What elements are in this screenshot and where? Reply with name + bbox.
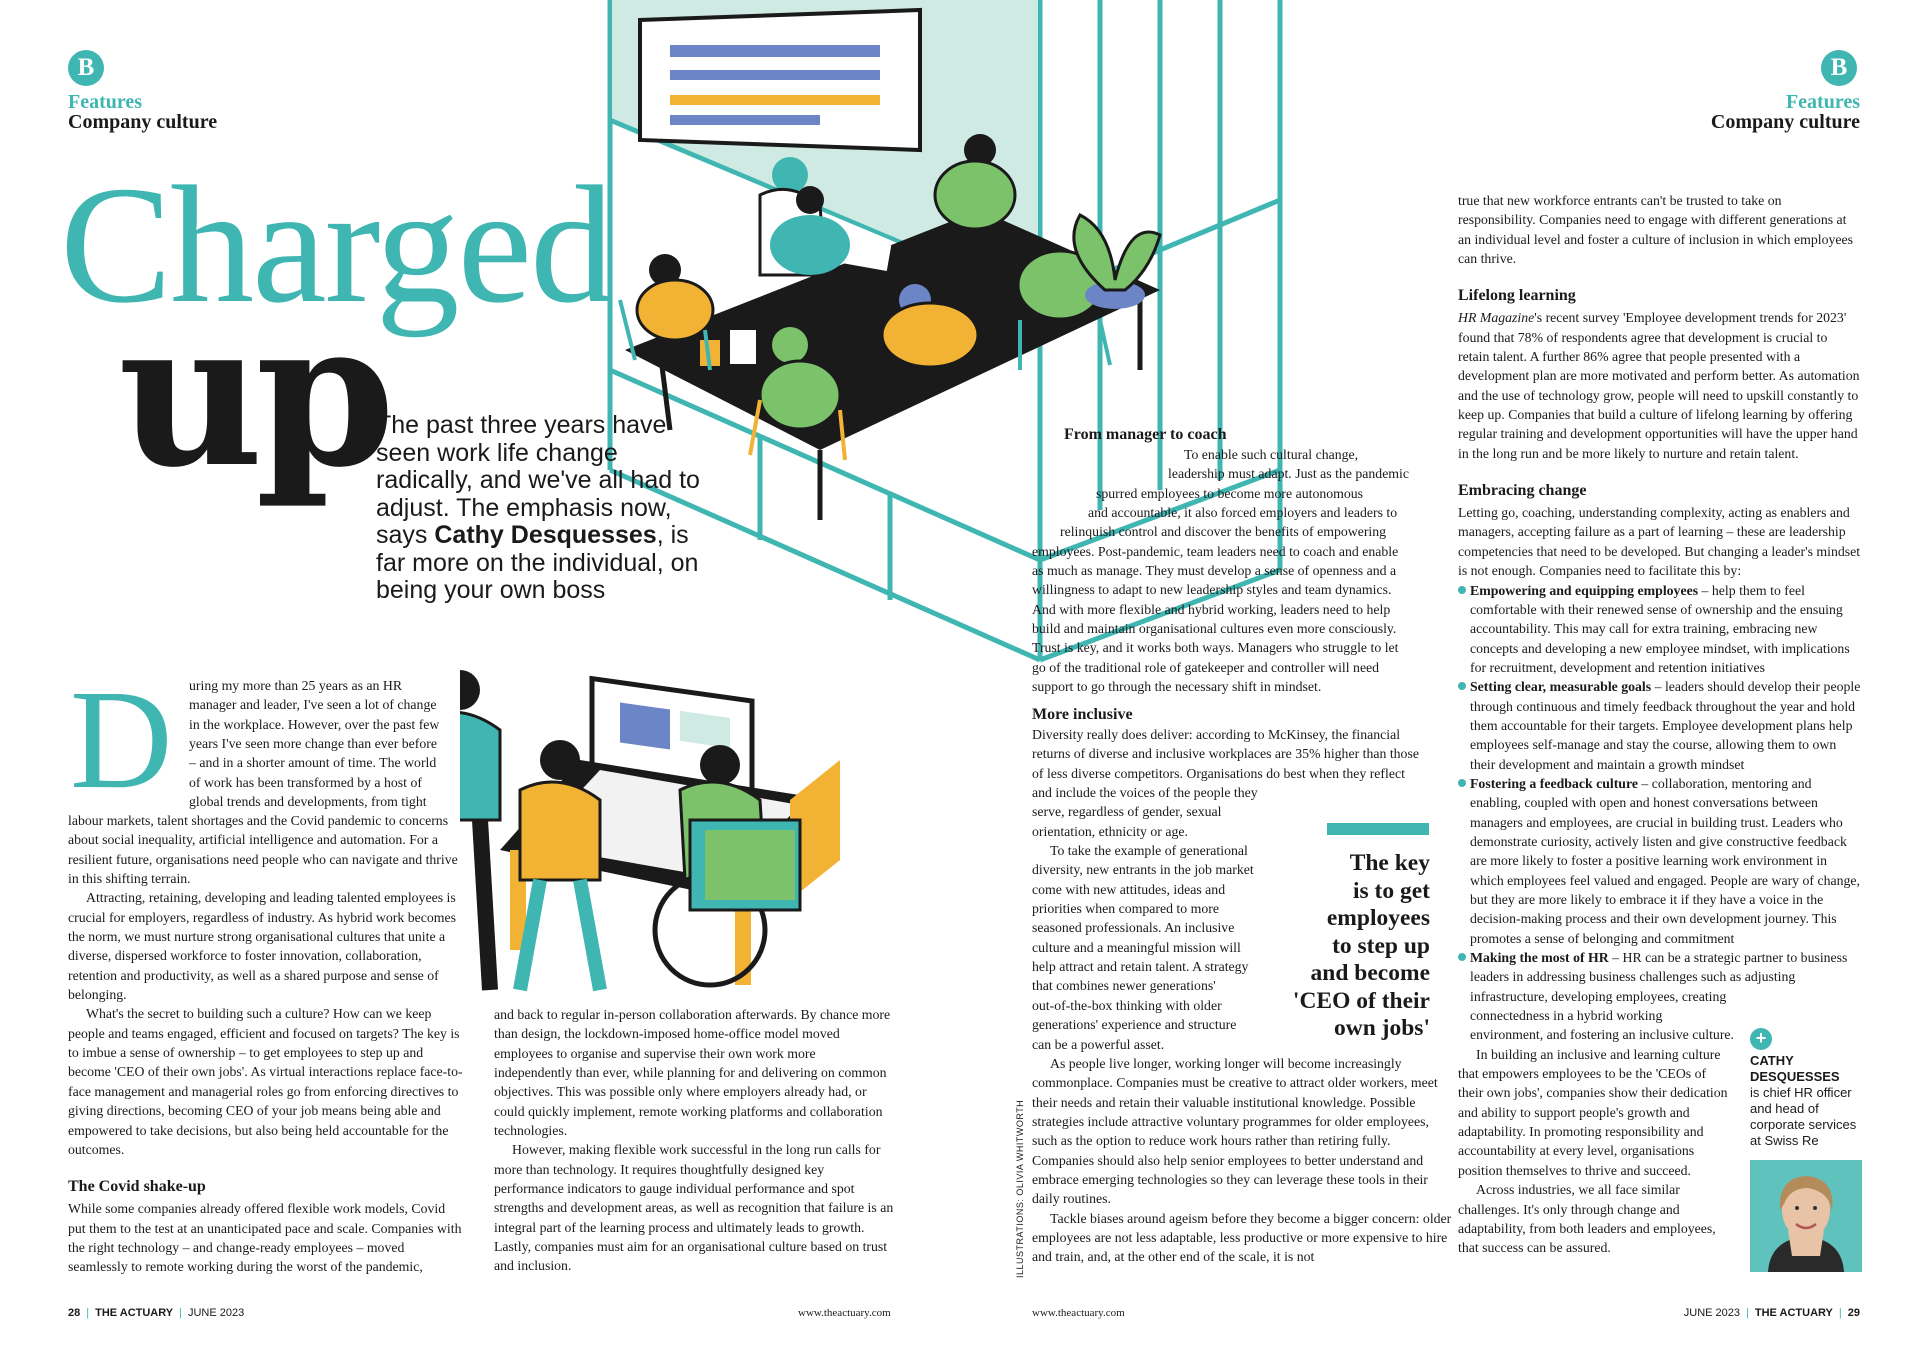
footer-left-url: www.theactuary.com [798,1307,891,1319]
bullet-item: Empowering and equipping employees – help them to feel comfortable with their renewed sense of ownership and the ensuing accountability. This may call for extra training, embracing new concepts and developing a new employee mindset, with implications for recruitment, development and retention initiatives [1458,581,1862,678]
pullquote-bar [1327,823,1429,835]
author-name: CATHY DESQUESSES [1750,1053,1840,1084]
standfirst-author: Cathy Desquesses [434,521,657,549]
subhead-more-inclusive: More inclusive [1032,706,1133,723]
dropcap-paragraph-lines: uring my more than 25 years as an HR manager and leader, I've seen a lot of change in the workplace. However, over the past few years I've seen more change than ever before – and in a shorter amount of time. The world of work has been transformed by a host of global trends and developments, from tight [189,678,440,810]
section-badge: B [68,50,104,86]
bullet-item: Making the most of HR – HR can be a strategic partner to business leaders in addressing business challenges such as adjusting infrastructure, developing employees, creating connectedness in a hybrid working environment, and fostering an inclusive culture. [1458,948,1862,1045]
author-bio: is chief HR officer and head of corporate services at Swiss Re [1750,1085,1857,1148]
footer-right-url: www.theactuary.com [1032,1307,1125,1319]
section-label-right: Features [1785,91,1860,113]
headline-line2: up [118,277,388,512]
section-sublabel-right: Company culture [1710,111,1860,133]
bullet-item: Fostering a feedback culture – collaboration, mentoring and enabling, coupled with open and honest conversations between managers and employees, are crucial in building trust. Leaders who demonstrate curiosity, actively listen and give constructive feedback are more likely to foster a positive learning work environment in which employees feel valued and engaged. People are wary of change, but they are more likely to embrace it if they have a voice in the decision-making process and their own development journey. This promotes a sense of belonging and commitment [1458,774,1862,948]
subhead-covid: The Covid shake-up [68,1178,206,1196]
column-2: and back to regular in-person collaboration afterwards. By chance more than design, the lockdown-imposed home-office model moved employees to organise and supervise their own work more independently than ever, while planning for and delivering on common objectives. This was possible only where employers already had, or could quickly implement, remote working platforms and collaboration technologies. However, making flexible work successful in the long run calls for more than technology. It requires thoughtfully designed key performance indicators to gauge individual performance and spot strengths and development areas, as well as recognition that failure is an integral part of the learning process and ultimately leads to growth. Lastly, companies must aim for an organisational culture based on trust and inclusion. [494,1007,894,1274]
drop-cap: D [70,660,173,818]
column-3-continued: More inclusive Diversity really does deliver: according to McKinsey, the financial returns of diverse and inclusive workplaces are 35% higher than those of less diverse competitors. Organisations do best when they reflect and include the voices of the people they serve, regardless of gender, sexual orientation, ethnicity or age. To take the example of generational diversity, new entrants in the job market come with new attitudes, ideas and priorities when compared to more seasoned professionals. An inclusive culture and a meaningful mission will help attract and retain talent. A strategy that combines newer generations' out-of-the-box thinking with older generations' experience and structure can be a powerful asset. As people live longer, working longer will become increasingly commonplace. Companies must be creative to attract older workers, meet their needs and retain their valuable institutional knowledge. Possible strategies include attractive voluntary programmes for older employees, such as the option to reduce work hours rather than retiring fully. Companies should also help senior employees to better understand and embrace emerging technologies so they can leverage these tools in their daily routines. Tackle biases around ageism before they become a bigger concern: older employees are not less adaptable, less productive or more expensive to hire and train, and, at the other end of the scale, it is not [1032,706,1452,1265]
subhead-lifelong-learning: Lifelong learning [1458,287,1576,305]
author-photo [1750,1160,1862,1272]
bullet-item: Setting clear, measurable goals – leaders should develop their people through continuous and timely feedback throughout the year and hold them accountable for their targets. Employee development plans help employees self-manage and stay the course, allowing them to own their development and maintain a growth mindset [1458,677,1862,774]
footer-left: 28 | THE ACTUARY | JUNE 2023 [68,1307,245,1319]
subhead-embracing-change: Embracing change [1458,482,1587,500]
headline-line1: Charged [60,152,613,338]
author-plus-icon: + [1750,1028,1772,1050]
standfirst: The past three years have seen work life change radically, and we've all had to adjust. The emphasis now, says Cathy Desquesses, is far more on the individual, on being your own boss [376,411,700,604]
subhead-manager-coach: From manager to coach [1064,426,1227,443]
author-box [1750,1053,1865,1149]
footer-right: JUNE 2023 | THE ACTUARY | 29 [1683,1307,1860,1319]
section-sublabel: Company culture [68,111,218,133]
section-badge-right: B [1821,50,1857,86]
section-label: Features [68,91,143,113]
column-1: labour markets, talent shortages and the Covid pandemic to concerns about social inequality, artificial intelligence and automation. For a resilient future, organisations need people who can navigate and thrive in this shifting terrain. Attracting, retaining, developing and leading talented employees is crucial for employers, regardless of industry. As hybrid work becomes the norm, we must nurture strong organisational cultures that unite a diverse, dispersed workforce to foster innovation, collaboration, retention and productivity, as well as a shared purpose and sense of belonging. What's the secret to building such a culture? How can we keep people and teams engaged, efficient and focused on targets? The key is to imbue a sense of ownership – to get employees to step up and become 'CEO of their own jobs'. As virtual interactions replace face-to-face management and managerial roles go from enforcing directives to giving directions, becoming CEO of your job means being able and empowered to take decisions, but also being held accountable for the outcomes. The Covid shake-up While some companies already offered flexible work models, Covid put them to the test at an unanticipated pace and scale. Companies with the right technology – and change-ready employees – moved seamlessly to remote working during the worst of the pandemic, [68,811,466,1277]
column-3: From manager to coach To enable such cultural change, leadership must adapt. Just as the pandemic spurred employees to become more autonomous and accountable, it also forced employers and leaders to relinquish control and discover the benefits of empowering employees. Post-pandemic, team leaders need to coach and enable as much as manage. They must develop a sense of openness and a willingness to adapt to new leadership styles and team dynamics. And with more flexible and hybrid working, leaders need to help build and maintain organisational cultures even more consciously. Trust is key, and it works both ways. Managers who struggle to let go of the traditional role of gatekeeper and controller will need support to go through the necessary shift in mindset. [984,425,1412,696]
pullquote: The key is to get employees to step up and become 'CEO of their own jobs' [1292,850,1430,1041]
column-4: true that new workforce entrants can't be trusted to take on responsibility. Companies need to engage with different generations at an individual level and foster a culture of inclusion in which employees can thrive. Lifelong learning HR Magazine's recent survey 'Employee development trends for 2023' found that 78% of respondents agree that development is crucial to retain talent. A further 86% agree that people presented with a development plan are more motivated and perform better. As automation and the use of technology grow, people will need to upskill constantly to keep up. Companies that build a culture of lifelong learning by offering regular training and development opportunities will have the upper hand in the long run and be more likely to nurture and retain talent. Embracing change Letting go, coaching, understanding complexity, acting as enablers and managers, accepting failure as a part of learning – these are leadership competencies that need to be developed. But changing a leader's mindset is not enough. Companies need to facilitate this by: Empowering and equipping employees – help them to feel comfortable with their renewed sense of ownership and the ensuing accountability. This may call for extra training, embracing new concepts and developing a new employee mindset, with implications for recruitment, development and retention initiatives Setting clear, measurable goals – leaders should develop their people through continuous and timely feedback throughout the year and hold them accountable for their targets. Employee development plans help employees self-manage and stay the course, allowing them to own their development and maintain a growth mindset Fostering a feedback culture – collaboration, mentoring and enabling, coupled with open and honest conversations between managers and employees, are crucial in building trust. Leaders who demonstrate curiosity, actively listen and give constructive feedback are more likely to foster a positive learning work environment in which employees feel valued and engaged. People are wary of change, but they are more likely to embrace it if they have a voice in the decision-making process and their own development journey. This promotes a sense of belonging and commitment Making the most of HR – HR can be a strategic partner to business leaders in addressing business challenges such as adjusting infrastructure, developing employees, creating connectedness in a hybrid working environment, and fostering an inclusive culture. In building an inclusive and learning culture that empowers employees to be the 'CEOs of their own jobs', companies show their dedication and ability to support people's growth and adaptability. In promoting responsibility and accountability at every level, organisations position themselves to thrive and succeed. Across industries, we all face similar challenges. It's only through change and adaptability, from both leaders and employees, that success can be assured. [1458,193,1861,1256]
illustration-credit: ILLUSTRATIONS: OLIVIA WHITWORTH [1015,1099,1025,1278]
